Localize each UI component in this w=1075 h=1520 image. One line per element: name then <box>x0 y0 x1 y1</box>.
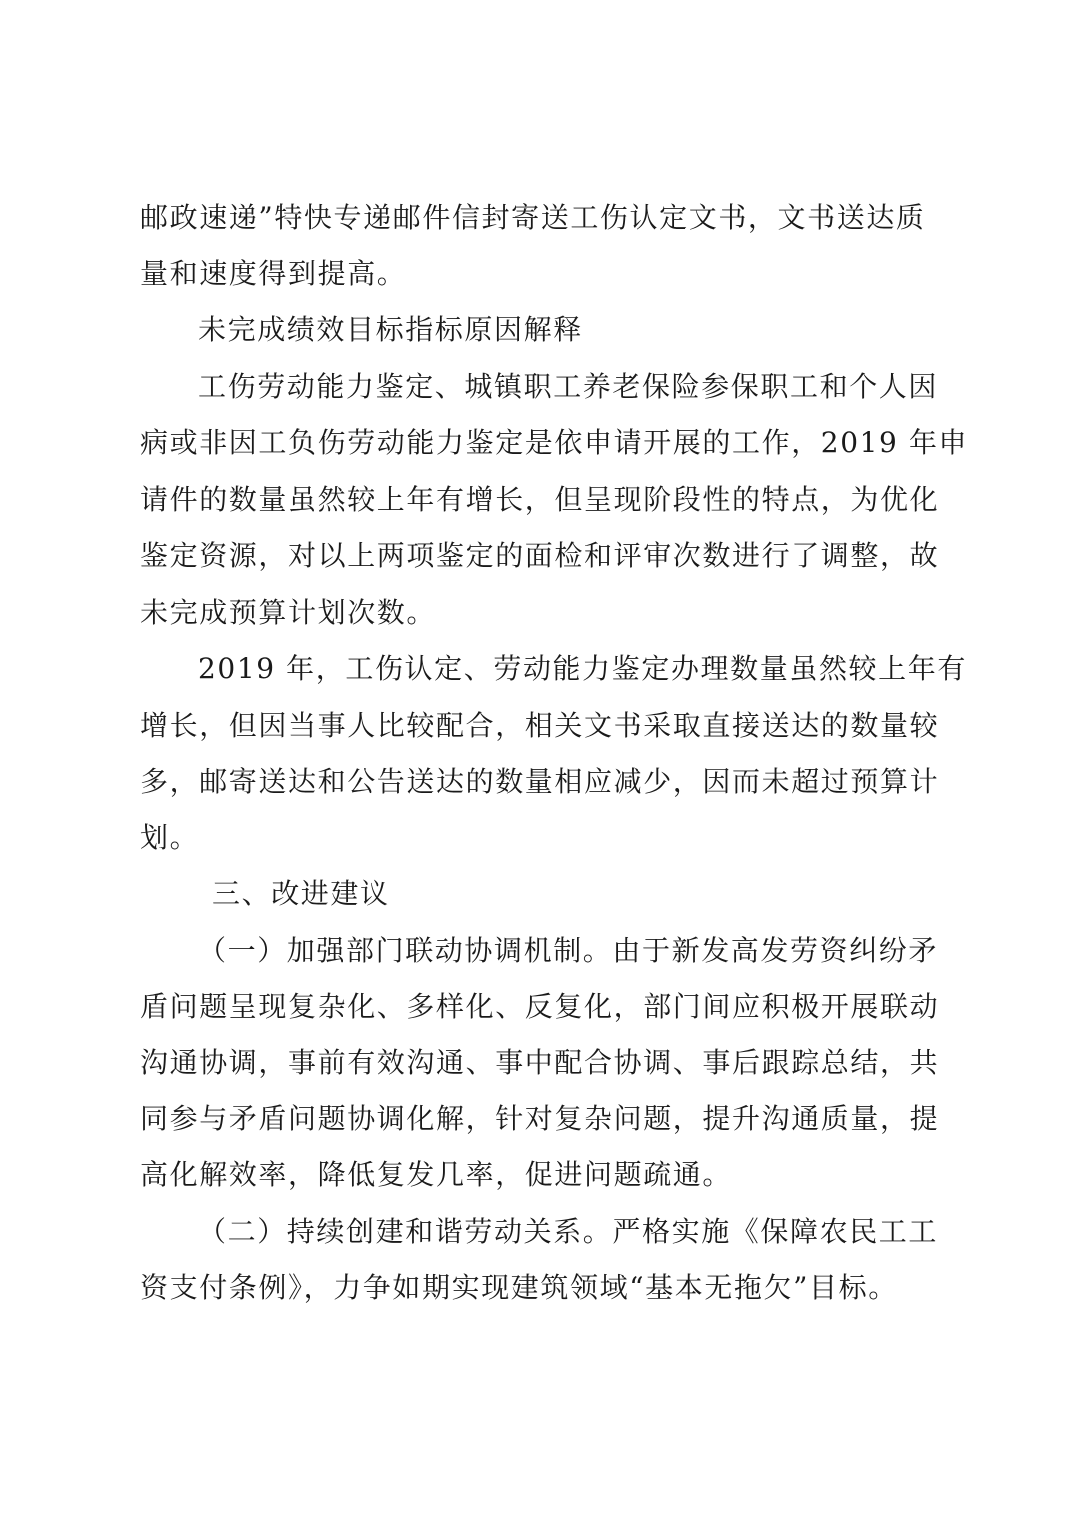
paragraph-line: 病或非因工负伤劳动能力鉴定是依申请开展的工作，2019 年申 <box>140 426 969 459</box>
paragraph-line: 请件的数量虽然较上年有增长，但呈现阶段性的特点，为优化 <box>140 483 940 516</box>
paragraph-line: 沟通协调，事前有效沟通、事中配合协调、事后跟踪总结，共 <box>140 1046 940 1079</box>
paragraph-line: 资支付条例》，力争如期实现建筑领域“基本无拖欠”目标。 <box>140 1271 898 1304</box>
paragraph-line: 多，邮寄送达和公告送达的数量相应减少，因而未超过预算计 <box>140 765 940 798</box>
paragraph-line: 同参与矛盾问题协调化解，针对复杂问题，提升沟通质量，提 <box>140 1102 940 1135</box>
section-subheading: 未完成绩效目标指标原因解释 <box>198 313 583 346</box>
paragraph-line: 划。 <box>140 821 200 854</box>
paragraph-line: （二）持续创建和谐劳动关系。严格实施《保障农民工工 <box>198 1215 939 1248</box>
paragraph-line: 增长，但因当事人比较配合，相关文书采取直接送达的数量较 <box>140 709 940 742</box>
paragraph-line: 盾问题呈现复杂化、多样化、反复化，部门间应积极开展联动 <box>140 990 940 1023</box>
paragraph-line: 邮政速递”特快专递邮件信封寄送工伤认定文书，文书送达质 <box>140 201 926 234</box>
paragraph-line: 高化解效率，降低复发几率，促进问题疏通。 <box>140 1158 733 1191</box>
section-heading: 三、改进建议 <box>212 877 390 910</box>
paragraph-line: 鉴定资源，对以上两项鉴定的面检和评审次数进行了调整，故 <box>140 539 940 572</box>
paragraph-line: 未完成预算计划次数。 <box>140 596 437 629</box>
paragraph-line: （一）加强部门联动协调机制。由于新发高发劳资纠纷矛 <box>198 934 939 967</box>
paragraph-line: 2019 年，工伤认定、劳动能力鉴定办理数量虽然较上年有 <box>198 652 967 685</box>
paragraph-line: 工伤劳动能力鉴定、城镇职工养老保险参保职工和个人因 <box>198 370 939 403</box>
paragraph-line: 量和速度得到提高。 <box>140 257 407 290</box>
